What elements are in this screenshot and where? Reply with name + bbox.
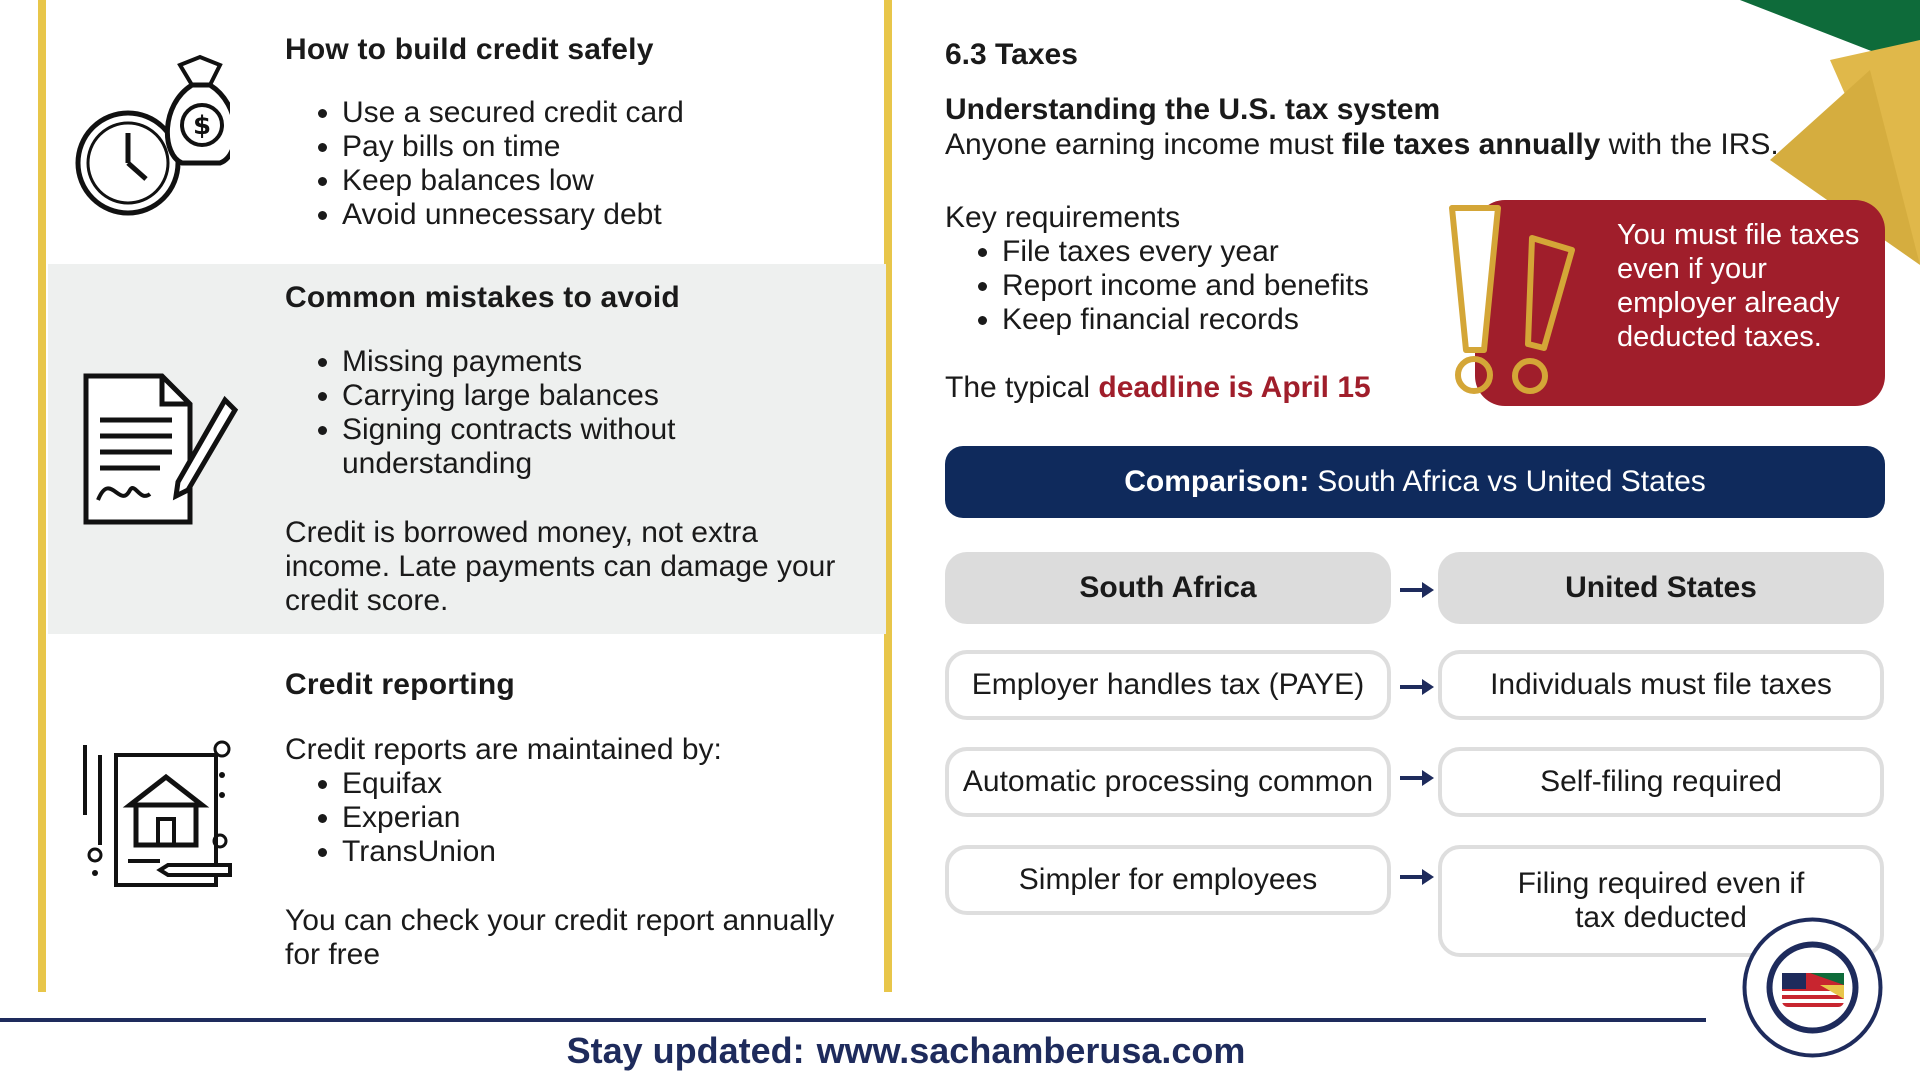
mistakes-title: Common mistakes to avoid [285, 281, 680, 314]
key-title: Key requirements [945, 201, 1181, 234]
list-item: • Report income and benefits [1002, 269, 1369, 303]
deadline-line [945, 371, 1371, 405]
arrow-right-icon [1400, 580, 1434, 600]
footer-stay-updated [0, 1030, 1812, 1072]
list-item: • File taxes every year [1002, 235, 1369, 269]
website-link[interactable]: www.sachamberusa.com [816, 1030, 1246, 1071]
list-item: • Use a secured credit card [342, 96, 684, 130]
footer-divider [0, 1018, 1706, 1022]
build-credit-title: How to build credit safely [285, 33, 654, 66]
table-row-sa: Automatic processing common [945, 747, 1391, 817]
irs-line [945, 128, 1779, 162]
comparison-label: Comparison: [1124, 465, 1310, 498]
irs-line-end: with the IRS. [1600, 128, 1779, 161]
mistakes-list [285, 345, 702, 481]
table-row-sa: Employer handles tax (PAYE) [945, 650, 1391, 720]
list-item: • Avoid unnecessary debt [342, 198, 684, 232]
arrow-right-icon [1400, 677, 1434, 697]
list-item: • TransUnion [342, 835, 496, 869]
arrow-right-icon [1400, 768, 1434, 788]
arrow-right-icon [1400, 867, 1434, 887]
irs-line-start: Anyone earning income must [945, 128, 1342, 161]
section-title: 6.3 Taxes [945, 38, 1078, 71]
list-item: • Pay bills on time [342, 130, 684, 164]
list-item: • Keep balances low [342, 164, 684, 198]
table-row-us: Self-filing required [1438, 747, 1884, 817]
mistakes-note: Credit is borrowed money, not extra income. Late payments can damage your credit score. [285, 516, 836, 617]
table-row-us: Filing required even if tax deducted [1438, 845, 1884, 957]
deadline-highlight: deadline is April 15 [1098, 371, 1371, 404]
list-item: • Missing payments [342, 345, 702, 379]
left-gold-line [38, 0, 46, 992]
reporting-note: You can check your credit report annually for free [285, 904, 835, 971]
build-credit-list [285, 96, 684, 232]
alert-text: You must file taxes even if your employer already deducted taxes. [1617, 219, 1860, 353]
column-united-states: United States [1438, 552, 1884, 624]
reporting-title: Credit reporting [285, 668, 515, 701]
deadline-prefix: The typical [945, 371, 1099, 404]
credit-report-house-icon [80, 735, 240, 895]
irs-line-bold: file taxes annually [1341, 128, 1601, 161]
list-item: • Equifax [342, 767, 496, 801]
svg-text:$: $ [192, 111, 212, 141]
reporting-intro: Credit reports are maintained by: [285, 733, 722, 766]
table-row-us: Individuals must file taxes [1438, 650, 1884, 720]
column-south-africa: South Africa [945, 552, 1391, 624]
contract-signature-icon [80, 370, 240, 530]
exclamation-icon [1442, 200, 1592, 400]
list-item: • Signing contracts without understanding [342, 413, 702, 481]
table-row-sa: Simpler for employees [945, 845, 1391, 915]
money-bag-clock-icon [70, 45, 230, 225]
list-item: • Experian [342, 801, 496, 835]
subtitle: Understanding the U.S. tax system [945, 93, 1441, 126]
reporting-list [285, 767, 496, 869]
stay-updated-label: Stay updated: [566, 1030, 805, 1071]
list-item: • Carrying large balances [342, 379, 702, 413]
key-list [945, 235, 1369, 337]
comparison-header [945, 446, 1885, 518]
list-item: • Keep financial records [1002, 303, 1369, 337]
comparison-text: South Africa vs United States [1317, 465, 1706, 498]
